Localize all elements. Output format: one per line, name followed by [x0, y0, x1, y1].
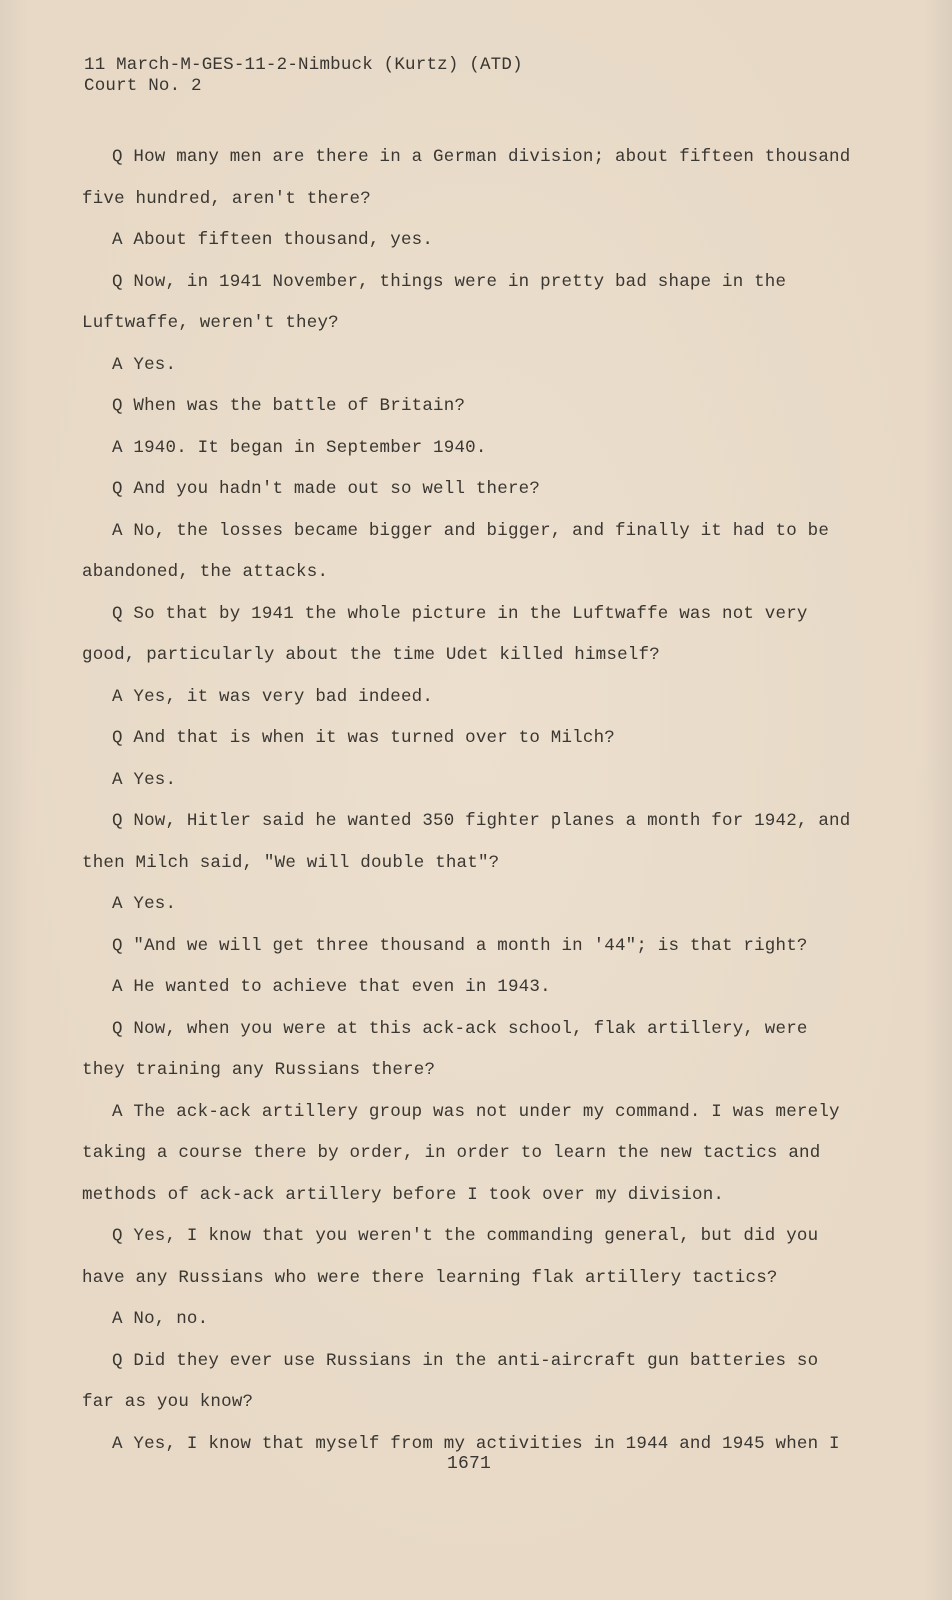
transcript-paragraph: Q Yes, I know that you weren't the commanding general, but did you have any Russians who were there learning flak artillery tactics?	[82, 1226, 819, 1288]
transcript-paragraph: Q When was the battle of Britain?	[112, 396, 466, 416]
transcript-paragraph: A The ack-ack artillery group was not under my command. I was merely taking a course there by order, in order to learn the new tactics and methods of ack-ack artillery before I took over my division.	[82, 1101, 840, 1205]
transcript-paragraph: A Yes.	[112, 354, 177, 375]
transcript-paragraph: Q Now, Hitler said he wanted 350 fighter planes a month for 1942, and then Milch said, "We will double that"?	[82, 811, 851, 873]
case-reference: 11 March-M-GES-11-2-Nimbuck (Kurtz) (ATD)	[84, 55, 523, 75]
transcript-paragraph: Q Did they ever use Russians in the anti-aircraft gun batteries so far as you know?	[82, 1350, 819, 1412]
court-number: Court No. 2	[84, 76, 202, 96]
transcript-paragraph: A Yes.	[112, 769, 177, 790]
transcript-paragraph: Q And that is when it was turned over to Milch?	[112, 728, 615, 748]
transcript-paragraph: A Yes, it was very bad indeed.	[112, 686, 434, 707]
transcript-paragraph: Q How many men are there in a German division; about fifteen thousand five hundred, aren't there?	[82, 147, 851, 209]
transcript-paragraph: A Yes, I know that myself from my activities in 1944 and 1945 when I	[112, 1433, 840, 1454]
transcript-paragraph: A No, no.	[112, 1309, 209, 1329]
transcript-paragraph: Q And you hadn't made out so well there?	[112, 479, 541, 499]
page-number: 1671	[447, 1454, 492, 1474]
transcript-paragraph: A 1940. It began in September 1940.	[112, 437, 487, 458]
transcript-paragraph: A About fifteen thousand, yes.	[112, 230, 434, 250]
transcript-paragraph: Q "And we will get three thousand a month in '44"; is that right?	[112, 935, 808, 956]
transcript-paragraph: A No, the losses became bigger and bigger, and finally it had to be abandoned, the attacks.	[82, 520, 830, 582]
transcript-paragraph: Q Now, when you were at this ack-ack school, flak artillery, were they training any Russians there?	[82, 1018, 808, 1080]
transcript-paragraph: Q So that by 1941 the whole picture in the Luftwaffe was not very good, particularly about the time Udet killed himself?	[82, 603, 808, 665]
transcript-paragraph: A He wanted to achieve that even in 1943.	[112, 977, 551, 997]
transcript-body	[82, 137, 852, 1465]
document-header	[84, 55, 523, 97]
transcript-paragraph: Q Now, in 1941 November, things were in pretty bad shape in the Luftwaffe, weren't they?	[82, 271, 787, 333]
transcript-paragraph: A Yes.	[112, 894, 177, 914]
